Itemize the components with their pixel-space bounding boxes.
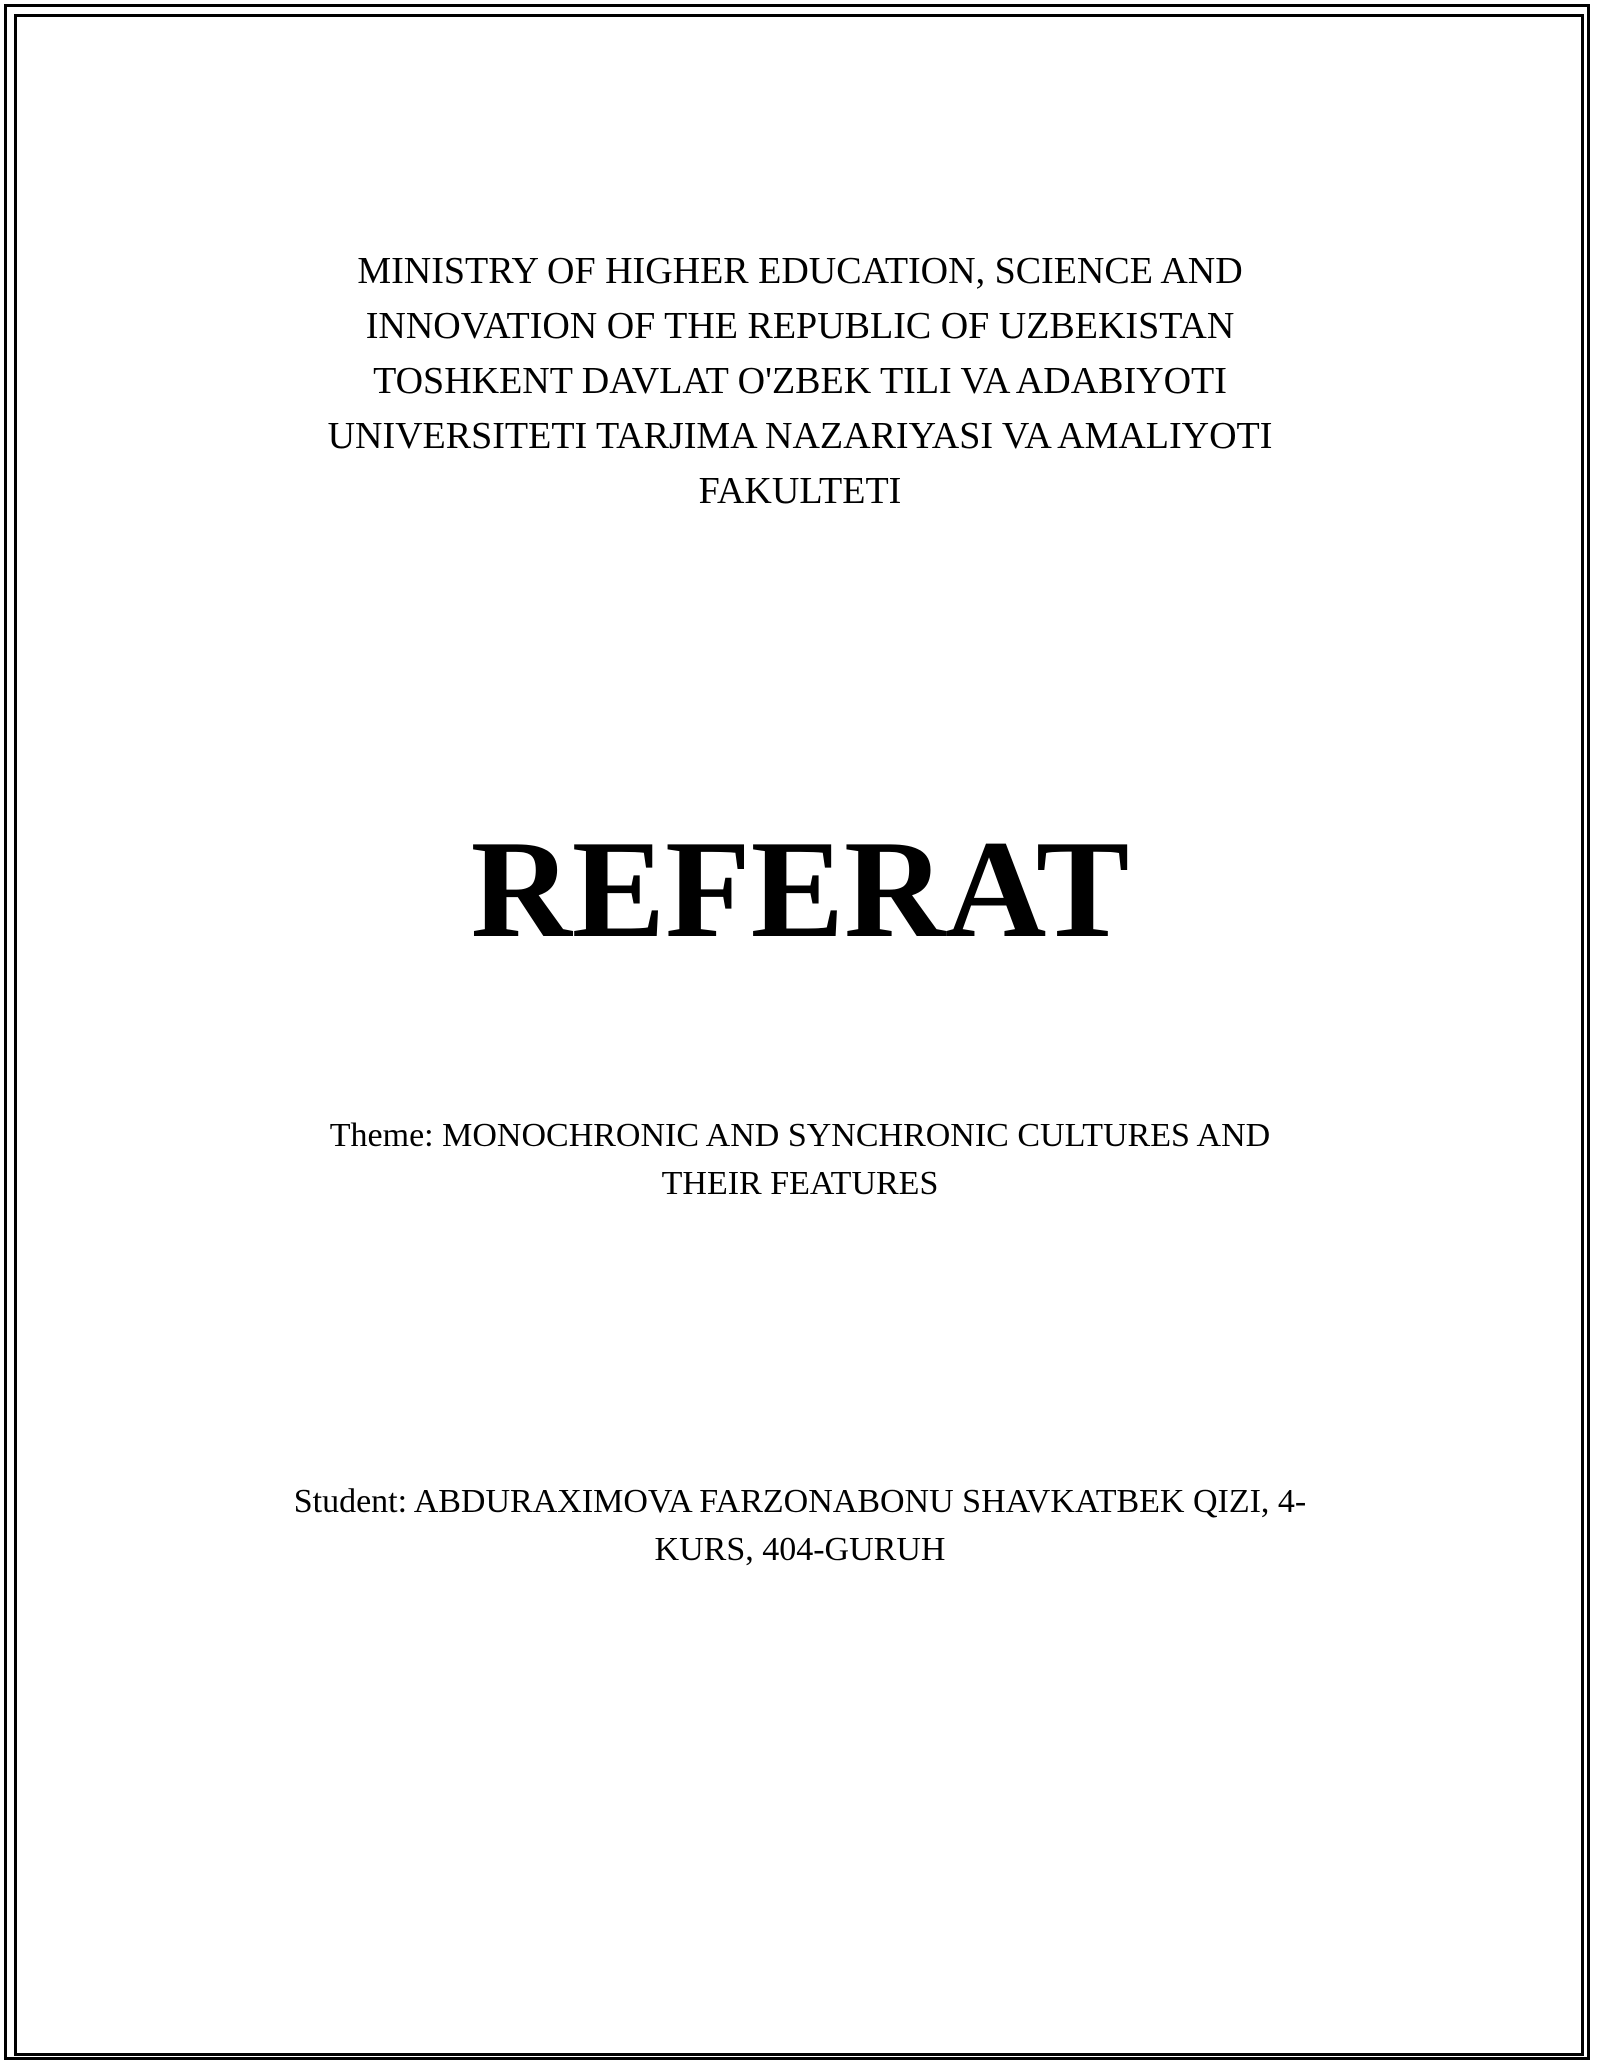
institution-line: TOSHKENT DAVLAT O'ZBEK TILI VA ADABIYOTI [373,360,1227,402]
institution-header [0,244,1600,519]
institution-line: MINISTRY OF HIGHER EDUCATION, SCIENCE AND [357,250,1243,292]
theme-line: Theme: MONOCHRONIC AND SYNCHRONIC CULTURES AND [329,1117,1271,1154]
institution-line: INNOVATION OF THE REPUBLIC OF UZBEKISTAN [365,305,1235,347]
student-line: KURS, 404-GURUH [654,1531,946,1568]
document-title: REFERAT [470,812,1130,967]
theme-text [0,1112,1600,1208]
institution-line: FAKULTETI [698,470,902,512]
theme-line: THEIR FEATURES [661,1165,939,1202]
student-line: Student: ABDURAXIMOVA FARZONABONU SHAVKATBEK QIZI, 4- [293,1483,1307,1520]
student-info [0,1478,1600,1574]
institution-line: UNIVERSITETI TARJIMA NAZARIYASI VA AMALIYOTI [327,415,1273,457]
